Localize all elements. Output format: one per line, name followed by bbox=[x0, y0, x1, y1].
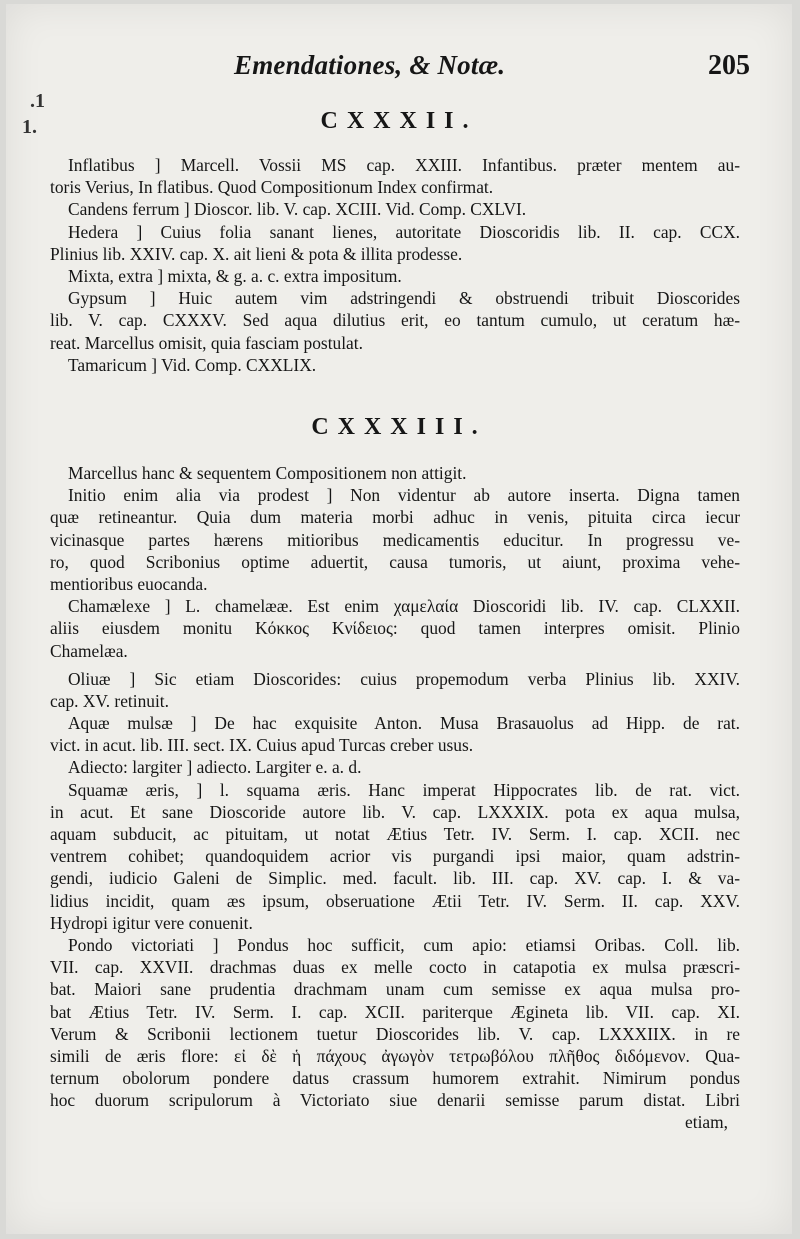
text-line: Verum & Scribonii lectionem tuetur Dioscorides lib. V. cap. LXXXIIX. in re bbox=[50, 1023, 740, 1044]
text-line: hoc duorum scripulorum à Victoriato siue denarii semisse parum distat. Libri bbox=[50, 1090, 740, 1111]
text-line: mentioribus euocanda. bbox=[50, 573, 208, 594]
text-line: VII. cap. XXVII. drachmas duas ex melle cocto in catapotia ex mulsa præscri- bbox=[50, 957, 740, 978]
text-line: lib. V. cap. CXXXV. Sed aqua dilutius erit, eo tantum cumulo, ut ceratum hæ- bbox=[50, 310, 740, 331]
text-line: Plinius lib. XXIV. cap. X. ait lieni & pota & illita prodesse. bbox=[50, 243, 463, 264]
text-line: Initio enim alia via prodest ] Non videntur ab autore inserta. Digna tamen bbox=[68, 485, 740, 506]
text-line: aquam subducit, ac pituitam, ut notat Ætius Tetr. IV. Serm. I. cap. XCII. nec bbox=[50, 824, 740, 844]
text-line: Adiecto: largiter ] adiecto. Largiter e. a. d. bbox=[68, 757, 362, 778]
text-line: vicinasque partes hærens mitioribus medicamentis educitur. In progressu ve- bbox=[50, 529, 740, 550]
text-line: in acut. Et sane Dioscoride autore lib. V. cap. LXXXIX. pota ex aqua mulsa, bbox=[50, 801, 740, 822]
catchword: etiam, bbox=[685, 1112, 728, 1133]
text-line: quæ retineantur. Quia dum materia morbi adhuc in venis, pituita circa iecur bbox=[50, 507, 740, 528]
text-line: aliis eiusdem monitu Κόκκος Κνίδειος: quod tamen interpres omisit. Plinio bbox=[50, 618, 740, 639]
text-line: lidius incidit, quam æs ipsum, obseruatione Ætii Tetr. IV. Serm. II. cap. XXV. bbox=[50, 890, 740, 911]
running-title: Emendationes, & Notæ. bbox=[234, 50, 506, 80]
text-line: toris Verius, In flatibus. Quod Compositionum Index confirmat. bbox=[50, 177, 494, 198]
text-line: Mixta, extra ] mixta, & g. a. c. extra impositum. bbox=[68, 265, 402, 286]
book-page bbox=[6, 4, 792, 1234]
text-line: Chamælexe ] L. chamelææ. Est enim χαμελαία Dioscoridi lib. IV. cap. CLXXII. bbox=[68, 596, 740, 617]
text-line: ro, quod Scribonius optime aduertit, causa tumoris, ut aiunt, proxima vehe- bbox=[50, 551, 740, 572]
text-line: Oliuæ ] Sic etiam Dioscorides: cuius propemodum verba Plinius lib. XXIV. bbox=[68, 668, 740, 689]
text-line: ternum obolorum pondere datus crassum humorem extrahit. Nimirum pondus bbox=[50, 1068, 740, 1089]
section-text bbox=[50, 462, 740, 1134]
margin-mark: 1. bbox=[22, 116, 37, 138]
section-heading: CXXXIII. bbox=[311, 414, 487, 440]
text-line: Candens ferrum ] Dioscor. lib. V. cap. XCIII. Vid. Comp. CXLVI. bbox=[68, 199, 527, 220]
section-heading: CXXXII. bbox=[320, 108, 478, 134]
text-line: reat. Marcellus omisit, quia fasciam postulat. bbox=[50, 332, 363, 353]
text-line: simili de æris flore: εἰ δὲ ἡ πάχους ἀγωγὸν τετρωβόλου πλῆθος διδόμενον. Qua- bbox=[50, 1045, 740, 1066]
margin-mark: .1 bbox=[30, 90, 45, 112]
text-line: gendi, iudicio Galeni de Simplic. med. facult. lib. III. cap. XV. cap. I. & va- bbox=[50, 868, 740, 889]
text-line: Tamaricum ] Vid. Comp. CXXLIX. bbox=[68, 354, 317, 375]
text-line: Aquæ mulsæ ] De hac exquisite Anton. Musa Brasauolus ad Hipp. de rat. bbox=[68, 713, 740, 734]
text-line: Squamæ æris, ] l. squama æris. Hanc imperat Hippocrates lib. de rat. vict. bbox=[68, 779, 740, 800]
page-header bbox=[42, 50, 758, 84]
text-line: Pondo victoriati ] Pondus hoc sufficit, cum apio: etiamsi Oribas. Coll. lib. bbox=[68, 934, 740, 955]
text-line: Marcellus hanc & sequentem Compositionem non attigit. bbox=[68, 463, 467, 483]
text-line: bat. Maiori sane prudentia drachmam unam cum semisse ex aqua mulsa pro- bbox=[50, 979, 740, 1000]
text-line: vict. in acut. lib. III. sect. IX. Cuius apud Turcas creber usus. bbox=[50, 735, 474, 756]
text-line: bat Ætius Tetr. IV. Serm. I. cap. XCII. pariterque Ægineta lib. VII. cap. XI. bbox=[50, 1001, 740, 1022]
text-line: cap. XV. retinuit. bbox=[50, 690, 169, 711]
text-line: Hedera ] Cuius folia sanant lienes, autoritate Dioscoridis lib. II. cap. CCX. bbox=[68, 221, 740, 242]
text-line: Chamelæa. bbox=[50, 640, 128, 661]
text-line: ventrem cohibet; quandoquidem acrior vis purgandi ipsi maior, quam adstrin- bbox=[50, 846, 740, 867]
section-text bbox=[50, 154, 740, 376]
text-line: Inflatibus ] Marcell. Vossii MS cap. XXIII. Infantibus. præter mentem au- bbox=[68, 155, 740, 175]
text-line: Gypsum ] Huic autem vim adstringendi & obstruendi tribuit Dioscorides bbox=[68, 288, 740, 309]
text-line: Hydropi igitur vere conuenit. bbox=[50, 912, 253, 933]
page-number: 205 bbox=[708, 50, 750, 81]
